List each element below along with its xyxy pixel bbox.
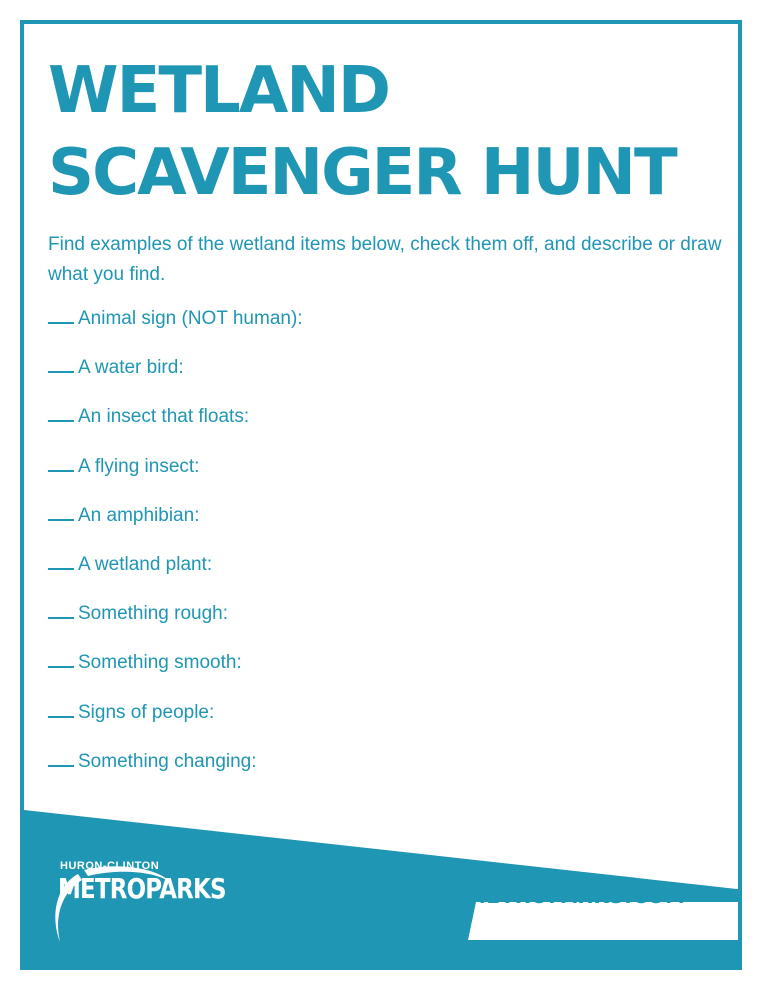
title-line-2: SCAVENGER HUNT: [48, 136, 676, 210]
checklist-item-label: Something changing:: [78, 750, 257, 772]
checklist-item-label: Something rough:: [78, 603, 228, 625]
logo-wordmark: METROPARKS: [58, 872, 226, 905]
website-link[interactable]: METROPARKS.COM: [466, 884, 686, 908]
checklist-item-label: An amphibian:: [78, 504, 200, 526]
instructions-text: Find examples of the wetland items below, check them off, and describe or draw what you find.: [48, 234, 722, 285]
checklist-item-label: A water bird:: [78, 357, 184, 379]
logo-subtitle: HURON-CLINTON: [60, 860, 160, 872]
checklist-item-label: An insect that floats:: [78, 406, 250, 428]
footer-band: [24, 24, 742, 970]
checklist-item-label: A wetland plant:: [78, 553, 213, 575]
checklist-item-label: A flying insect:: [78, 455, 200, 477]
checklist-item-label: Something smooth:: [78, 652, 242, 674]
checklist-item-label: Signs of people:: [78, 701, 215, 723]
title-line-1: WETLAND: [48, 54, 389, 128]
checklist-item-label: Animal sign (NOT human):: [78, 308, 303, 329]
worksheet-frame: [20, 20, 742, 970]
